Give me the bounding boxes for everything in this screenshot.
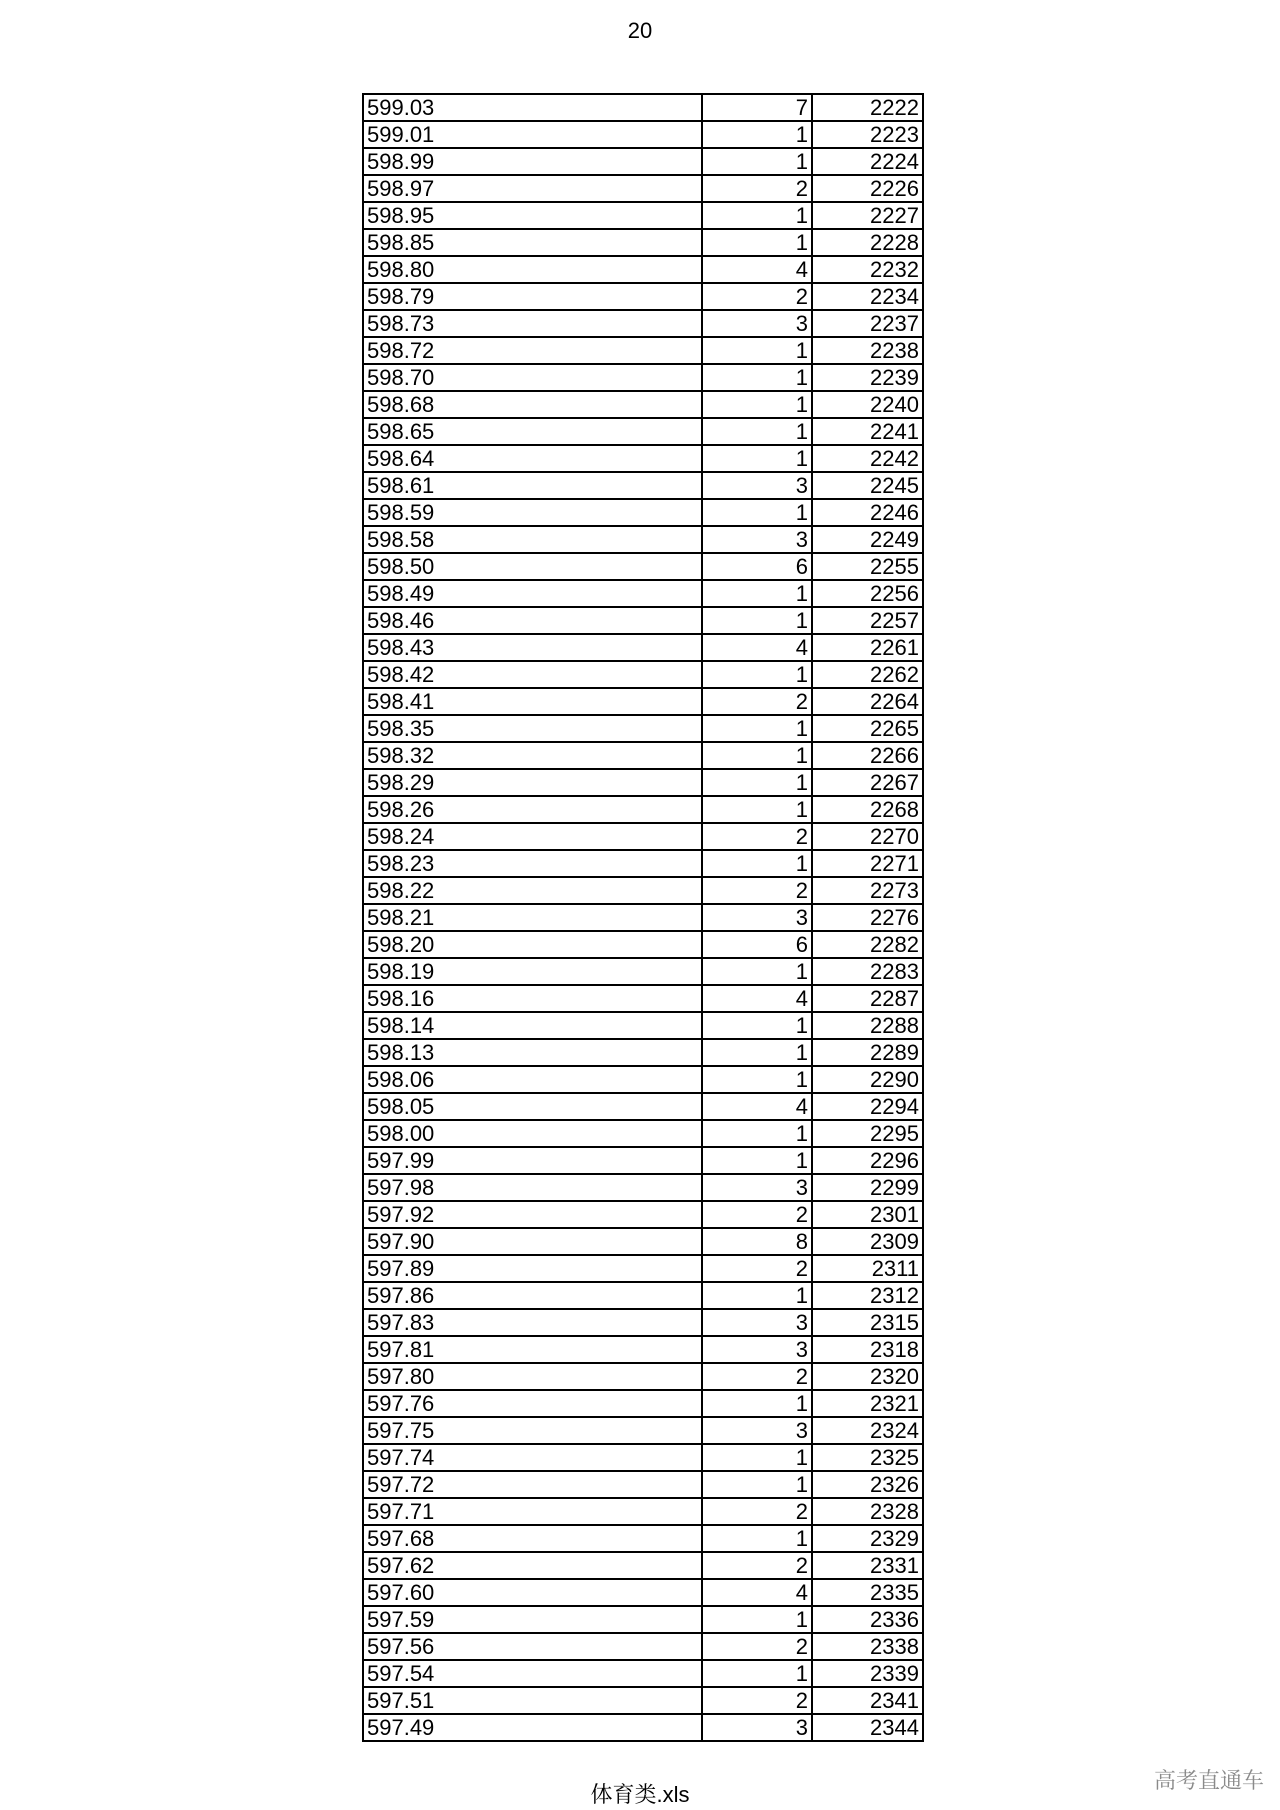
score-cell: 597.80 xyxy=(363,1363,702,1390)
score-cell: 597.81 xyxy=(363,1336,702,1363)
count-cell: 1 xyxy=(702,1012,812,1039)
score-cell: 598.16 xyxy=(363,985,702,1012)
table-row xyxy=(363,634,923,661)
score-cell: 598.42 xyxy=(363,661,702,688)
score-cell: 597.76 xyxy=(363,1390,702,1417)
table-row xyxy=(363,1552,923,1579)
table-row xyxy=(363,1336,923,1363)
score-cell: 597.92 xyxy=(363,1201,702,1228)
table-row xyxy=(363,1255,923,1282)
score-cell: 597.51 xyxy=(363,1687,702,1714)
score-cell: 598.21 xyxy=(363,904,702,931)
score-cell: 598.23 xyxy=(363,850,702,877)
count-cell: 2 xyxy=(702,1255,812,1282)
count-cell: 1 xyxy=(702,1390,812,1417)
count-cell: 3 xyxy=(702,1714,812,1741)
score-cell: 597.59 xyxy=(363,1606,702,1633)
table-row xyxy=(363,310,923,337)
table-row xyxy=(363,1633,923,1660)
cumulative-cell: 2294 xyxy=(812,1093,923,1120)
score-cell: 598.64 xyxy=(363,445,702,472)
table-row xyxy=(363,1120,923,1147)
cumulative-cell: 2288 xyxy=(812,1012,923,1039)
cumulative-cell: 2234 xyxy=(812,283,923,310)
count-cell: 2 xyxy=(702,1363,812,1390)
score-cell: 599.03 xyxy=(363,94,702,121)
count-cell: 1 xyxy=(702,742,812,769)
count-cell: 4 xyxy=(702,634,812,661)
cumulative-cell: 2264 xyxy=(812,688,923,715)
count-cell: 3 xyxy=(702,526,812,553)
count-cell: 1 xyxy=(702,769,812,796)
count-cell: 2 xyxy=(702,688,812,715)
table-row xyxy=(363,1228,923,1255)
cumulative-cell: 2311 xyxy=(812,1255,923,1282)
cumulative-cell: 2289 xyxy=(812,1039,923,1066)
cumulative-cell: 2325 xyxy=(812,1444,923,1471)
cumulative-cell: 2344 xyxy=(812,1714,923,1741)
count-cell: 2 xyxy=(702,1201,812,1228)
count-cell: 3 xyxy=(702,904,812,931)
score-cell: 597.54 xyxy=(363,1660,702,1687)
count-cell: 1 xyxy=(702,1525,812,1552)
cumulative-cell: 2266 xyxy=(812,742,923,769)
cumulative-cell: 2240 xyxy=(812,391,923,418)
count-cell: 2 xyxy=(702,877,812,904)
score-cell: 598.80 xyxy=(363,256,702,283)
score-cell: 598.29 xyxy=(363,769,702,796)
score-cell: 598.35 xyxy=(363,715,702,742)
count-cell: 1 xyxy=(702,1039,812,1066)
cumulative-cell: 2261 xyxy=(812,634,923,661)
cumulative-cell: 2315 xyxy=(812,1309,923,1336)
cumulative-cell: 2301 xyxy=(812,1201,923,1228)
score-cell: 598.70 xyxy=(363,364,702,391)
table-row xyxy=(363,1417,923,1444)
cumulative-cell: 2320 xyxy=(812,1363,923,1390)
table-row xyxy=(363,796,923,823)
score-cell: 598.05 xyxy=(363,1093,702,1120)
table-row xyxy=(363,1066,923,1093)
score-cell: 598.61 xyxy=(363,472,702,499)
score-cell: 598.24 xyxy=(363,823,702,850)
score-cell: 598.14 xyxy=(363,1012,702,1039)
score-cell: 598.73 xyxy=(363,310,702,337)
count-cell: 1 xyxy=(702,499,812,526)
count-cell: 1 xyxy=(702,1606,812,1633)
cumulative-cell: 2339 xyxy=(812,1660,923,1687)
table-row xyxy=(363,904,923,931)
count-cell: 3 xyxy=(702,472,812,499)
score-cell: 597.60 xyxy=(363,1579,702,1606)
count-cell: 1 xyxy=(702,607,812,634)
cumulative-cell: 2224 xyxy=(812,148,923,175)
table-row xyxy=(363,769,923,796)
count-cell: 1 xyxy=(702,715,812,742)
score-table-body xyxy=(363,94,923,1741)
score-cell: 598.20 xyxy=(363,931,702,958)
count-cell: 1 xyxy=(702,580,812,607)
table-row xyxy=(363,391,923,418)
table-row xyxy=(363,1201,923,1228)
count-cell: 1 xyxy=(702,661,812,688)
count-cell: 1 xyxy=(702,445,812,472)
cumulative-cell: 2326 xyxy=(812,1471,923,1498)
table-row xyxy=(363,148,923,175)
score-table xyxy=(362,93,924,1742)
count-cell: 4 xyxy=(702,1093,812,1120)
cumulative-cell: 2268 xyxy=(812,796,923,823)
cumulative-cell: 2227 xyxy=(812,202,923,229)
table-row xyxy=(363,1363,923,1390)
score-cell: 598.26 xyxy=(363,796,702,823)
cumulative-cell: 2328 xyxy=(812,1498,923,1525)
count-cell: 1 xyxy=(702,958,812,985)
count-cell: 1 xyxy=(702,1660,812,1687)
score-cell: 597.74 xyxy=(363,1444,702,1471)
score-cell: 598.79 xyxy=(363,283,702,310)
score-cell: 598.72 xyxy=(363,337,702,364)
score-cell: 598.99 xyxy=(363,148,702,175)
cumulative-cell: 2223 xyxy=(812,121,923,148)
cumulative-cell: 2290 xyxy=(812,1066,923,1093)
count-cell: 3 xyxy=(702,1174,812,1201)
cumulative-cell: 2283 xyxy=(812,958,923,985)
score-cell: 598.41 xyxy=(363,688,702,715)
count-cell: 1 xyxy=(702,148,812,175)
count-cell: 2 xyxy=(702,1552,812,1579)
cumulative-cell: 2246 xyxy=(812,499,923,526)
count-cell: 1 xyxy=(702,202,812,229)
count-cell: 2 xyxy=(702,1633,812,1660)
count-cell: 3 xyxy=(702,310,812,337)
score-cell: 597.62 xyxy=(363,1552,702,1579)
count-cell: 2 xyxy=(702,1687,812,1714)
table-row xyxy=(363,1147,923,1174)
cumulative-cell: 2245 xyxy=(812,472,923,499)
table-row xyxy=(363,580,923,607)
score-cell: 597.71 xyxy=(363,1498,702,1525)
cumulative-cell: 2287 xyxy=(812,985,923,1012)
cumulative-cell: 2265 xyxy=(812,715,923,742)
cumulative-cell: 2237 xyxy=(812,310,923,337)
table-row xyxy=(363,472,923,499)
cumulative-cell: 2242 xyxy=(812,445,923,472)
score-cell: 598.68 xyxy=(363,391,702,418)
cumulative-cell: 2318 xyxy=(812,1336,923,1363)
score-cell: 599.01 xyxy=(363,121,702,148)
table-row xyxy=(363,931,923,958)
count-cell: 3 xyxy=(702,1309,812,1336)
cumulative-cell: 2341 xyxy=(812,1687,923,1714)
table-row xyxy=(363,202,923,229)
cumulative-cell: 2336 xyxy=(812,1606,923,1633)
count-cell: 2 xyxy=(702,175,812,202)
page-number: 20 xyxy=(627,18,653,43)
count-cell: 1 xyxy=(702,1444,812,1471)
table-row xyxy=(363,1174,923,1201)
table-row xyxy=(363,1687,923,1714)
cumulative-cell: 2262 xyxy=(812,661,923,688)
score-cell: 598.43 xyxy=(363,634,702,661)
table-row xyxy=(363,1525,923,1552)
count-cell: 4 xyxy=(702,256,812,283)
cumulative-cell: 2267 xyxy=(812,769,923,796)
score-cell: 597.72 xyxy=(363,1471,702,1498)
score-cell: 597.75 xyxy=(363,1417,702,1444)
score-cell: 597.83 xyxy=(363,1309,702,1336)
table-row xyxy=(363,1660,923,1687)
cumulative-cell: 2257 xyxy=(812,607,923,634)
score-cell: 598.13 xyxy=(363,1039,702,1066)
table-row xyxy=(363,1714,923,1741)
table-row xyxy=(363,1309,923,1336)
table-row xyxy=(363,1039,923,1066)
cumulative-cell: 2282 xyxy=(812,931,923,958)
score-cell: 598.65 xyxy=(363,418,702,445)
cumulative-cell: 2321 xyxy=(812,1390,923,1417)
table-row xyxy=(363,661,923,688)
cumulative-cell: 2335 xyxy=(812,1579,923,1606)
cumulative-cell: 2226 xyxy=(812,175,923,202)
count-cell: 4 xyxy=(702,985,812,1012)
table-row xyxy=(363,715,923,742)
count-cell: 1 xyxy=(702,796,812,823)
score-cell: 598.19 xyxy=(363,958,702,985)
table-row xyxy=(363,607,923,634)
table-row xyxy=(363,94,923,121)
cumulative-cell: 2249 xyxy=(812,526,923,553)
count-cell: 2 xyxy=(702,1498,812,1525)
cumulative-cell: 2232 xyxy=(812,256,923,283)
cumulative-cell: 2222 xyxy=(812,94,923,121)
score-cell: 598.46 xyxy=(363,607,702,634)
count-cell: 1 xyxy=(702,121,812,148)
table-row xyxy=(363,1282,923,1309)
score-cell: 598.22 xyxy=(363,877,702,904)
count-cell: 1 xyxy=(702,1471,812,1498)
table-row xyxy=(363,1390,923,1417)
score-cell: 598.06 xyxy=(363,1066,702,1093)
count-cell: 1 xyxy=(702,391,812,418)
score-cell: 598.95 xyxy=(363,202,702,229)
cumulative-cell: 2238 xyxy=(812,337,923,364)
table-row xyxy=(363,1579,923,1606)
table-row xyxy=(363,1012,923,1039)
count-cell: 6 xyxy=(702,931,812,958)
table-row xyxy=(363,1498,923,1525)
table-row xyxy=(363,553,923,580)
count-cell: 8 xyxy=(702,1228,812,1255)
table-row xyxy=(363,850,923,877)
score-cell: 598.00 xyxy=(363,1120,702,1147)
cumulative-cell: 2270 xyxy=(812,823,923,850)
count-cell: 1 xyxy=(702,1282,812,1309)
table-row xyxy=(363,283,923,310)
count-cell: 1 xyxy=(702,1147,812,1174)
cumulative-cell: 2256 xyxy=(812,580,923,607)
table-row xyxy=(363,445,923,472)
count-cell: 6 xyxy=(702,553,812,580)
score-cell: 597.56 xyxy=(363,1633,702,1660)
count-cell: 3 xyxy=(702,1417,812,1444)
count-cell: 4 xyxy=(702,1579,812,1606)
score-cell: 598.32 xyxy=(363,742,702,769)
score-cell: 597.86 xyxy=(363,1282,702,1309)
table-row xyxy=(363,499,923,526)
cumulative-cell: 2312 xyxy=(812,1282,923,1309)
table-row xyxy=(363,1093,923,1120)
table-row xyxy=(363,1471,923,1498)
score-cell: 597.99 xyxy=(363,1147,702,1174)
cumulative-cell: 2276 xyxy=(812,904,923,931)
count-cell: 1 xyxy=(702,364,812,391)
cumulative-cell: 2241 xyxy=(812,418,923,445)
score-cell: 598.58 xyxy=(363,526,702,553)
table-row xyxy=(363,985,923,1012)
table-row xyxy=(363,742,923,769)
cumulative-cell: 2239 xyxy=(812,364,923,391)
cumulative-cell: 2309 xyxy=(812,1228,923,1255)
score-cell: 598.59 xyxy=(363,499,702,526)
score-cell: 598.49 xyxy=(363,580,702,607)
count-cell: 7 xyxy=(702,94,812,121)
score-cell: 598.50 xyxy=(363,553,702,580)
count-cell: 2 xyxy=(702,283,812,310)
table-row xyxy=(363,526,923,553)
cumulative-cell: 2331 xyxy=(812,1552,923,1579)
score-cell: 598.97 xyxy=(363,175,702,202)
count-cell: 1 xyxy=(702,850,812,877)
table-row xyxy=(363,823,923,850)
table-row xyxy=(363,688,923,715)
count-cell: 3 xyxy=(702,1336,812,1363)
count-cell: 1 xyxy=(702,337,812,364)
table-row xyxy=(363,1444,923,1471)
table-row xyxy=(363,121,923,148)
table-row xyxy=(363,364,923,391)
score-cell: 597.49 xyxy=(363,1714,702,1741)
table-row xyxy=(363,958,923,985)
cumulative-cell: 2273 xyxy=(812,877,923,904)
score-cell: 598.85 xyxy=(363,229,702,256)
count-cell: 1 xyxy=(702,1066,812,1093)
cumulative-cell: 2329 xyxy=(812,1525,923,1552)
cumulative-cell: 2255 xyxy=(812,553,923,580)
table-row xyxy=(363,418,923,445)
table-row xyxy=(363,256,923,283)
cumulative-cell: 2271 xyxy=(812,850,923,877)
table-row xyxy=(363,229,923,256)
cumulative-cell: 2295 xyxy=(812,1120,923,1147)
count-cell: 1 xyxy=(702,418,812,445)
cumulative-cell: 2228 xyxy=(812,229,923,256)
table-row xyxy=(363,1606,923,1633)
table-row xyxy=(363,877,923,904)
score-cell: 597.68 xyxy=(363,1525,702,1552)
cumulative-cell: 2296 xyxy=(812,1147,923,1174)
score-cell: 597.98 xyxy=(363,1174,702,1201)
score-cell: 597.90 xyxy=(363,1228,702,1255)
watermark: 高考直通车 xyxy=(1153,1768,1264,1793)
table-row xyxy=(363,337,923,364)
count-cell: 2 xyxy=(702,823,812,850)
cumulative-cell: 2338 xyxy=(812,1633,923,1660)
cumulative-cell: 2324 xyxy=(812,1417,923,1444)
score-cell: 597.89 xyxy=(363,1255,702,1282)
count-cell: 1 xyxy=(702,1120,812,1147)
footer-filename: 体育类.xls xyxy=(590,1782,690,1807)
cumulative-cell: 2299 xyxy=(812,1174,923,1201)
count-cell: 1 xyxy=(702,229,812,256)
table-row xyxy=(363,175,923,202)
